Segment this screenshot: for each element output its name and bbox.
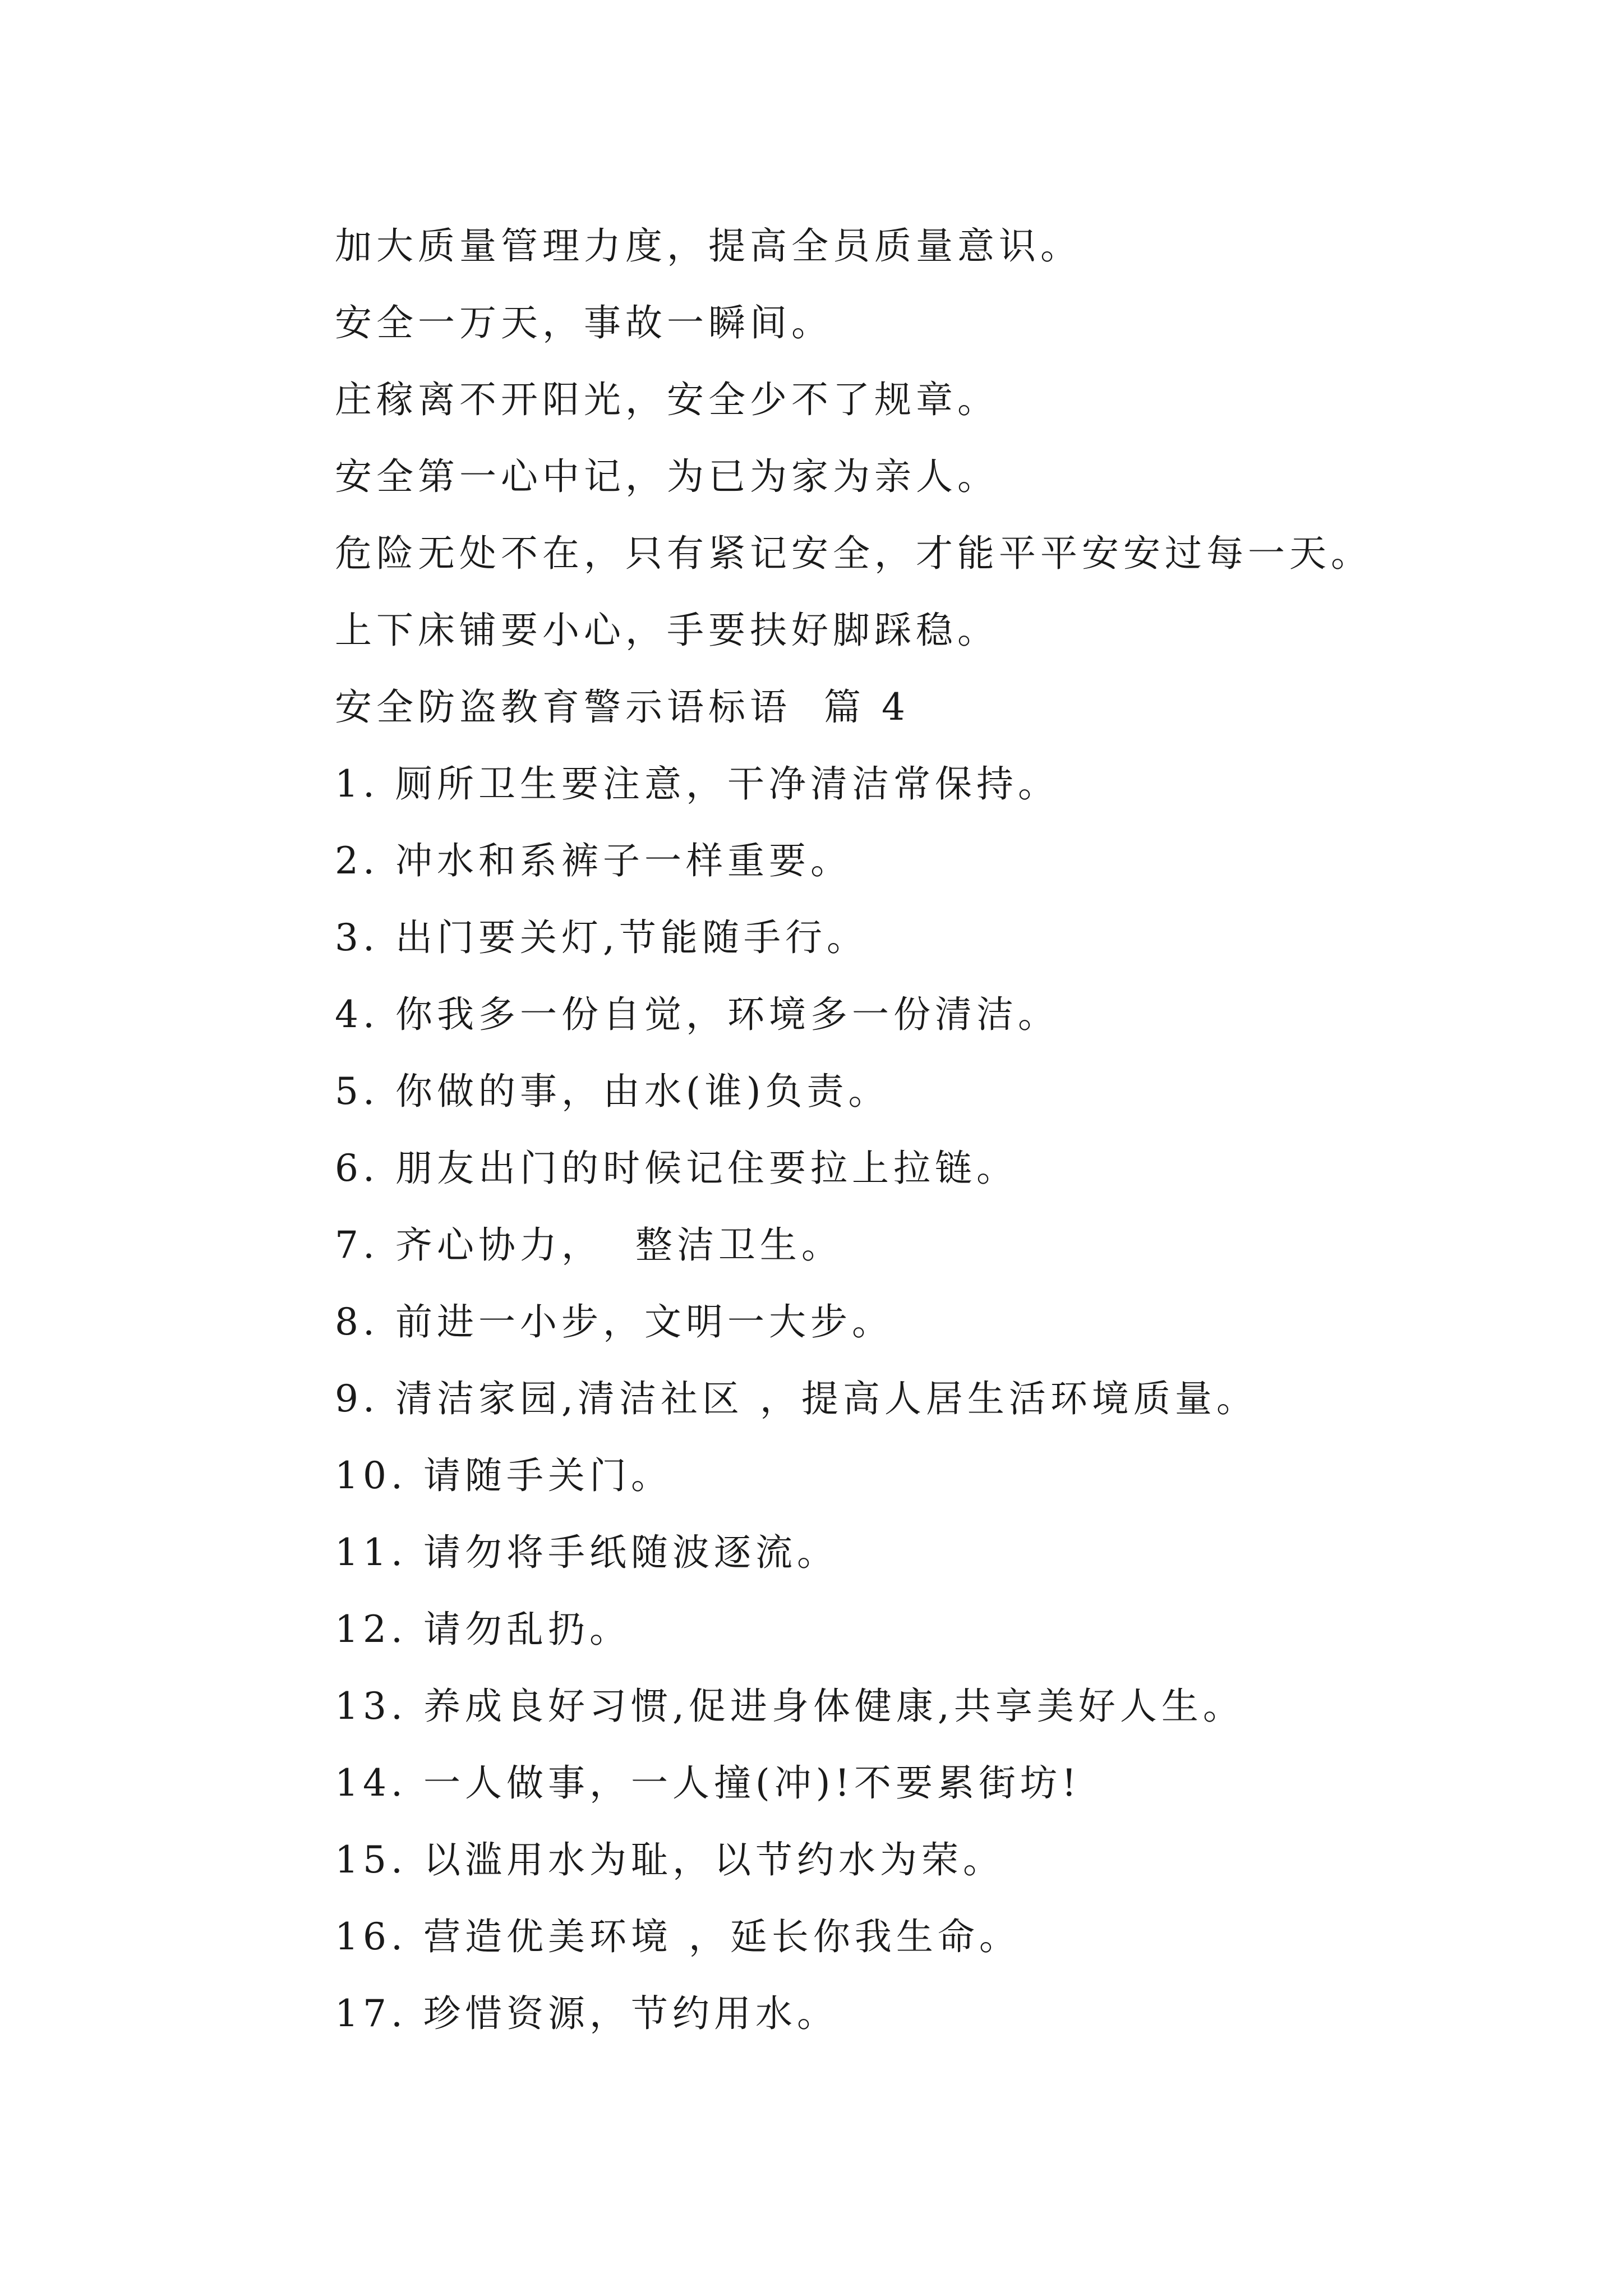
list-item-number: 5. <box>335 1070 379 1113</box>
list-item <box>335 899 1513 976</box>
intro-line: 危险无处不在，只有紧记安全，才能平平安安过每一天。 <box>335 532 1372 575</box>
list-item-text: 请随手关门。 <box>423 1454 672 1497</box>
list-item-text: 出门要关灯,节能随手行。 <box>395 916 868 959</box>
list-item <box>335 1207 1513 1283</box>
list-item <box>335 1821 1513 1898</box>
list-item <box>335 1898 1513 1975</box>
list-item-text: 营造优美环境 ，延长你我生命。 <box>423 1915 1021 1958</box>
list-item-number: 14. <box>335 1761 407 1805</box>
list-item-number: 9. <box>335 1377 379 1420</box>
list-item <box>335 1745 1513 1821</box>
list-item-text: 你我多一份自觉，环境多一份清洁。 <box>395 993 1059 1036</box>
list-item-text: 前进一小步，文明一大步。 <box>395 1300 893 1343</box>
list-item-number: 4. <box>335 993 379 1036</box>
list-item-text: 冲水和系裤子一样重要。 <box>395 839 852 882</box>
list-item <box>335 976 1513 1053</box>
list-item-text: 以滥用水为耻，以节约水为荣。 <box>423 1838 1004 1881</box>
list-item <box>335 1053 1513 1130</box>
list-item-text: 请勿将手纸随波逐流。 <box>423 1531 838 1574</box>
list-item-number: 6. <box>335 1147 379 1190</box>
list-item-number: 1. <box>335 762 379 806</box>
list-item-number: 3. <box>335 916 379 959</box>
list-item-text: 朋友出门的时候记住要拉上拉链。 <box>395 1147 1018 1190</box>
list-item <box>335 1668 1513 1745</box>
list-item <box>335 1514 1513 1591</box>
intro-line: 安全第一心中记，为已为家为亲人。 <box>335 455 999 498</box>
list-item-text: 一人做事，一人撞(冲)!不要累街坊! <box>423 1761 1081 1805</box>
list-item <box>335 1437 1513 1514</box>
list-item-number: 10. <box>335 1454 407 1497</box>
list-item-number: 12. <box>335 1608 407 1651</box>
list-item <box>335 1130 1513 1207</box>
intro-line: 安全一万天，事故一瞬间。 <box>335 301 833 344</box>
list-item-text: 珍惜资源，节约用水。 <box>423 1992 838 2035</box>
list-item-number: 2. <box>335 839 379 882</box>
list-item <box>335 1591 1513 1668</box>
list-item-number: 17. <box>335 1992 407 2035</box>
section-heading: 安全防盗教育警示语标语 篇 4 <box>335 685 910 729</box>
intro-line: 加大质量管理力度，提高全员质量意识。 <box>335 224 1082 268</box>
list-item-number: 8. <box>335 1300 379 1343</box>
list-item <box>335 1360 1513 1437</box>
list-item-text: 你做的事，由水(谁)负责。 <box>395 1070 890 1113</box>
list-item-text: 厕所卫生要注意，干净清洁常保持。 <box>395 762 1059 806</box>
list-item-text: 齐心协力， 整洁卫生。 <box>395 1223 843 1267</box>
list-item-number: 7. <box>335 1223 379 1267</box>
list-item-text: 养成良好习惯,促进身体健康,共享美好人生。 <box>423 1685 1244 1728</box>
list-item-number: 15. <box>335 1838 407 1881</box>
list-item <box>335 746 1513 822</box>
list-item-number: 16. <box>335 1915 407 1958</box>
list-item-number: 13. <box>335 1685 407 1728</box>
list-item-text: 清洁家园,清洁社区 ，提高人居生活环境质量。 <box>395 1377 1258 1420</box>
list-item-text: 请勿乱扔。 <box>423 1608 631 1651</box>
document-body <box>335 208 1513 2052</box>
list-item <box>335 822 1513 899</box>
intro-line: 上下床铺要小心，手要扶好脚踩稳。 <box>335 609 999 652</box>
list-item <box>335 1283 1513 1360</box>
intro-line: 庄稼离不开阳光，安全少不了规章。 <box>335 378 999 421</box>
list-item <box>335 1975 1513 2052</box>
list-item-number: 11. <box>335 1531 407 1574</box>
